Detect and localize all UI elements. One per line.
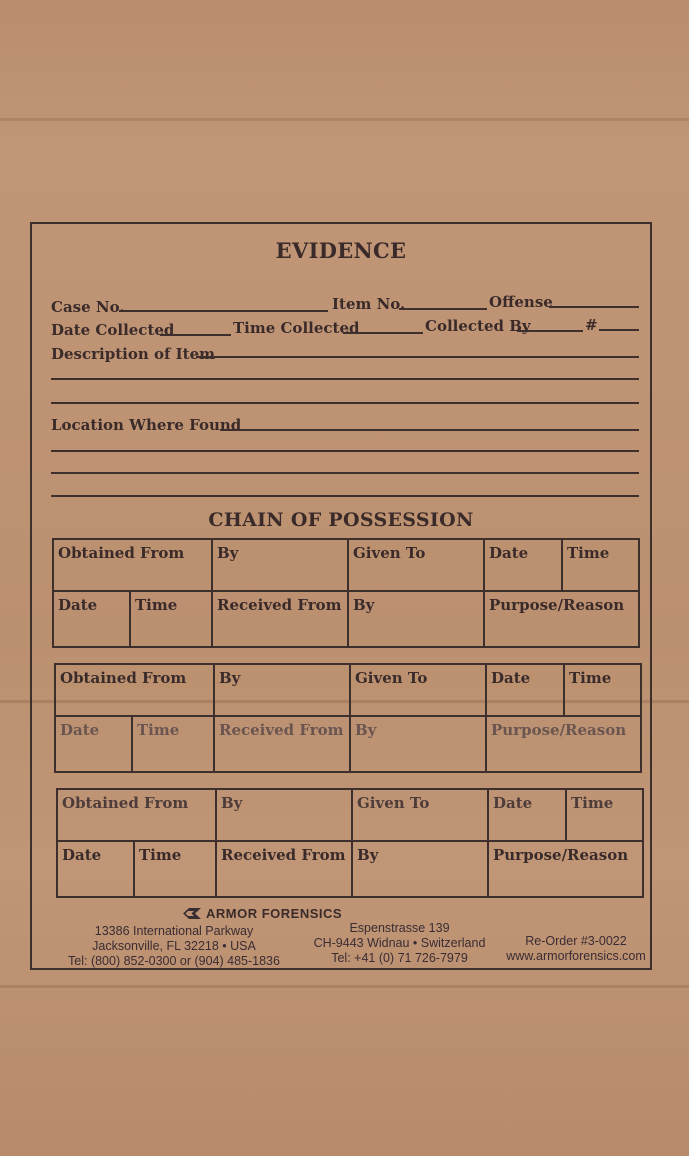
by-cell[interactable]: By bbox=[349, 592, 485, 646]
time-cell[interactable]: Time bbox=[565, 665, 642, 717]
received-from-cell[interactable]: Received From bbox=[217, 842, 353, 896]
us-address-line-2: Jacksonville, FL 32218 • USA bbox=[92, 939, 256, 953]
location-field[interactable] bbox=[220, 429, 639, 431]
time-cell[interactable]: Time bbox=[133, 717, 215, 771]
footer-ch bbox=[302, 921, 497, 966]
location-line[interactable] bbox=[51, 472, 639, 474]
date-collected-field[interactable] bbox=[160, 334, 231, 336]
paper-fold bbox=[0, 985, 689, 988]
location-line[interactable] bbox=[51, 450, 639, 452]
us-address-line-1: 13386 International Parkway bbox=[94, 924, 254, 938]
armor-logo-icon bbox=[182, 907, 202, 920]
purpose-cell[interactable]: Purpose/Reason bbox=[493, 846, 629, 864]
date-cell[interactable]: Date bbox=[58, 842, 135, 896]
offense-label: Offense bbox=[489, 293, 553, 311]
received-from-cell[interactable]: Received From bbox=[213, 592, 349, 646]
brand-logo bbox=[182, 906, 382, 921]
by-cell[interactable]: By bbox=[353, 842, 489, 896]
ch-address-line-1: Espenstrasse 139 bbox=[349, 921, 450, 935]
date-cell[interactable]: Date bbox=[485, 540, 563, 592]
date-cell[interactable]: Date bbox=[489, 790, 567, 842]
evidence-form bbox=[30, 222, 652, 970]
location-label: Location Where Found bbox=[51, 416, 242, 434]
case-no-label: Case No. bbox=[51, 298, 125, 316]
description-field[interactable] bbox=[196, 356, 639, 358]
case-no-field[interactable] bbox=[119, 310, 328, 312]
ch-phone: Tel: +41 (0) 71 726-7979 bbox=[331, 951, 468, 965]
time-cell[interactable]: Time bbox=[135, 842, 217, 896]
obtained-from-cell[interactable]: Obtained From bbox=[58, 790, 217, 842]
website-link[interactable]: www.armorforensics.com bbox=[506, 949, 646, 963]
purpose-cell[interactable]: Purpose/Reason bbox=[489, 596, 625, 614]
by-cell[interactable]: By bbox=[213, 540, 349, 592]
reorder-number: Re-Order #3-0022 bbox=[525, 934, 627, 948]
collected-by-label: Collected By bbox=[425, 317, 531, 335]
time-cell[interactable]: Time bbox=[567, 790, 644, 842]
given-to-cell[interactable]: Given To bbox=[353, 790, 489, 842]
date-cell[interactable]: Date bbox=[54, 592, 131, 646]
time-cell[interactable]: Time bbox=[563, 540, 640, 592]
given-to-cell[interactable]: Given To bbox=[351, 665, 487, 717]
chain-title: CHAIN OF POSSESSION bbox=[208, 509, 474, 531]
us-phone: Tel: (800) 852-0300 or (904) 485-1836 bbox=[68, 954, 280, 968]
date-cell[interactable]: Date bbox=[56, 717, 133, 771]
date-cell[interactable]: Date bbox=[487, 665, 565, 717]
date-collected-label: Date Collected bbox=[51, 321, 175, 339]
form-title: EVIDENCE bbox=[275, 238, 407, 263]
footer-us bbox=[54, 924, 294, 969]
by-cell[interactable]: By bbox=[215, 665, 351, 717]
number-field[interactable] bbox=[599, 329, 639, 331]
brand-name: ARMOR FORENSICS bbox=[206, 906, 343, 921]
description-line[interactable] bbox=[51, 378, 639, 380]
obtained-from-cell[interactable]: Obtained From bbox=[54, 540, 213, 592]
chain-grid bbox=[54, 663, 642, 773]
time-collected-label: Time Collected bbox=[233, 319, 360, 337]
item-no-label: Item No. bbox=[332, 295, 406, 313]
time-cell[interactable]: Time bbox=[131, 592, 213, 646]
obtained-from-cell[interactable]: Obtained From bbox=[56, 665, 215, 717]
item-no-field[interactable] bbox=[399, 308, 487, 310]
by-cell[interactable]: By bbox=[217, 790, 353, 842]
collected-by-field[interactable] bbox=[517, 330, 583, 332]
footer-reorder bbox=[502, 934, 650, 964]
ch-address-line-2: CH-9443 Widnau • Switzerland bbox=[313, 936, 486, 950]
received-from-cell[interactable]: Received From bbox=[215, 717, 351, 771]
given-to-cell[interactable]: Given To bbox=[349, 540, 485, 592]
description-line[interactable] bbox=[51, 402, 639, 404]
purpose-cell[interactable]: Purpose/Reason bbox=[491, 721, 627, 739]
offense-field[interactable] bbox=[549, 306, 639, 308]
by-cell[interactable]: By bbox=[351, 717, 487, 771]
paper-fold bbox=[0, 118, 689, 121]
location-line[interactable] bbox=[51, 495, 639, 497]
time-collected-field[interactable] bbox=[343, 332, 423, 334]
description-label: Description of Item bbox=[51, 345, 216, 363]
chain-grid bbox=[56, 788, 644, 898]
number-sign-label: # bbox=[585, 316, 598, 334]
chain-grid bbox=[52, 538, 640, 648]
